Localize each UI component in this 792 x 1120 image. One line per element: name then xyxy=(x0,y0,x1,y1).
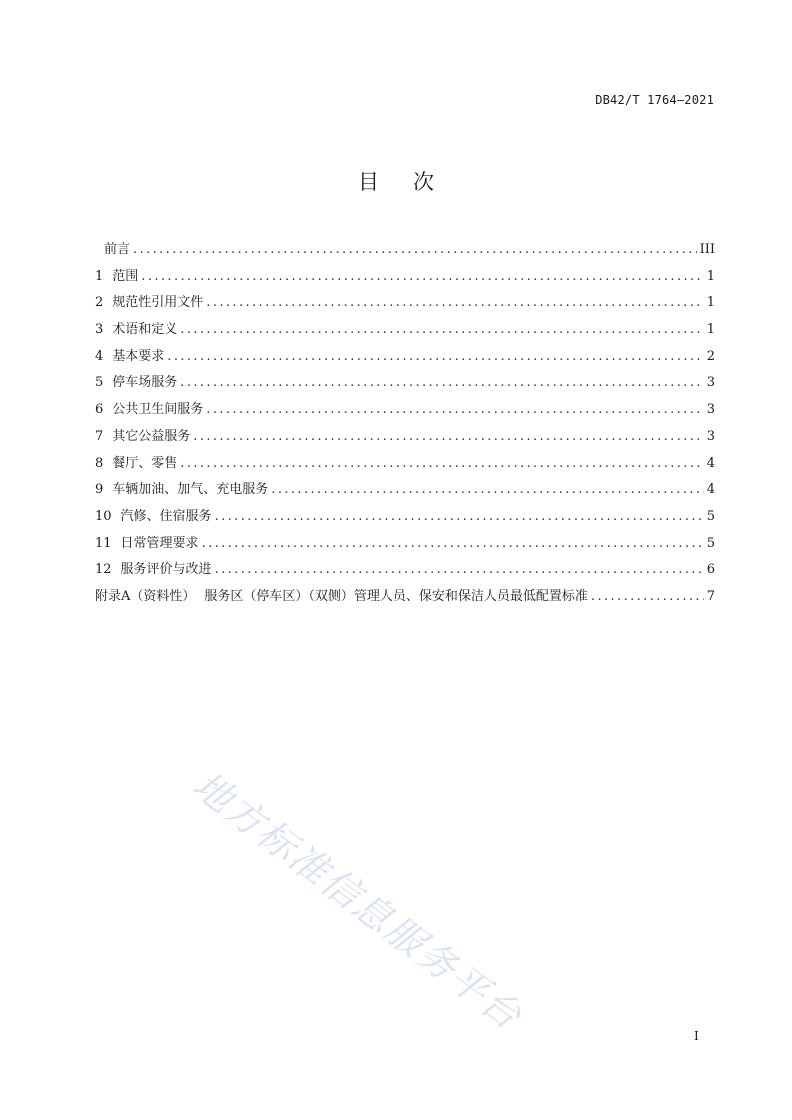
toc-entry-7[interactable] xyxy=(95,425,715,452)
toc-entry-number: 附录A（资料性） xyxy=(95,588,196,604)
toc-entry-page: 6 xyxy=(706,562,715,578)
toc-entry-2[interactable] xyxy=(95,291,715,318)
document-code: DB42/T 1764—2021 xyxy=(595,93,714,107)
toc-entry-page: 2 xyxy=(706,348,715,364)
toc-entry-number: 11 xyxy=(95,535,112,551)
toc-entry-label: 汽修、住宿服务 xyxy=(120,508,212,524)
toc-entry-10[interactable] xyxy=(95,505,715,532)
toc-entry-page: 1 xyxy=(706,322,715,338)
toc-entry-page: 5 xyxy=(706,508,715,524)
toc-entry-page: 4 xyxy=(706,455,715,471)
toc-leader-dots xyxy=(215,562,704,577)
toc-leader-dots xyxy=(206,402,703,417)
toc-leader-dots xyxy=(206,295,703,310)
page-title: 目次 xyxy=(358,170,468,194)
toc-entry-page: 3 xyxy=(706,428,715,444)
toc-leader-dots xyxy=(271,482,703,497)
toc-entry-11[interactable] xyxy=(95,532,715,559)
toc-entry-label: 基本要求 xyxy=(112,348,165,364)
toc-entry-label: 服务区（停车区）（双侧）管理人员、保安和保洁人员最低配置标准 xyxy=(204,588,588,604)
toc-entry-label: 范围 xyxy=(112,268,139,284)
toc-leader-dots xyxy=(167,349,703,364)
toc-leader-dots xyxy=(141,269,703,284)
toc-entry-page: 1 xyxy=(706,295,715,311)
toc-entry-number: 5 xyxy=(95,375,104,391)
table-of-contents xyxy=(95,238,715,612)
toc-entry-label: 其它公益服务 xyxy=(112,428,191,444)
toc-entry-number: 4 xyxy=(95,348,104,364)
toc-entry-label: 日常管理要求 xyxy=(120,535,199,551)
toc-entry-label: 公共卫生间服务 xyxy=(112,402,204,418)
toc-entry-12[interactable] xyxy=(95,558,715,585)
toc-entry-label: 车辆加油、加气、充电服务 xyxy=(112,482,269,498)
toc-entry-1[interactable] xyxy=(95,265,715,292)
toc-entry-page: 7 xyxy=(706,588,715,604)
toc-entry-number: 12 xyxy=(95,562,112,578)
toc-leader-dots xyxy=(180,322,703,337)
page-number: I xyxy=(694,1029,699,1043)
toc-entry-page: 5 xyxy=(706,535,715,551)
toc-entry-label: 餐厅、零售 xyxy=(112,455,178,471)
toc-leader-dots xyxy=(215,509,704,524)
toc-leader-dots xyxy=(591,589,704,604)
toc-entry-label: 前言 xyxy=(104,242,131,257)
toc-entry-label: 规范性引用文件 xyxy=(112,295,204,311)
toc-entry-number: 2 xyxy=(95,295,104,311)
toc-entry-6[interactable] xyxy=(95,398,715,425)
toc-entry-number: 9 xyxy=(95,482,104,498)
toc-entry-3[interactable] xyxy=(95,318,715,345)
toc-entry-4[interactable] xyxy=(95,345,715,372)
toc-entry-appendix-a[interactable] xyxy=(95,585,715,612)
toc-entry-page: 4 xyxy=(706,482,715,498)
toc-entry-8[interactable] xyxy=(95,452,715,479)
toc-leader-dots xyxy=(133,242,697,257)
toc-entry-number: 8 xyxy=(95,455,104,471)
toc-leader-dots xyxy=(193,429,703,444)
toc-entry-label: 术语和定义 xyxy=(112,322,178,338)
toc-entry-5[interactable] xyxy=(95,371,715,398)
toc-entry-number: 10 xyxy=(95,508,112,524)
toc-entry-foreword[interactable] xyxy=(95,238,715,265)
toc-entry-page: 3 xyxy=(706,402,715,418)
toc-entry-page: III xyxy=(699,242,715,257)
toc-entry-number: 7 xyxy=(95,428,104,444)
toc-entry-number: 6 xyxy=(95,402,104,418)
watermark: 地方标准信息服务平台 xyxy=(184,762,531,1039)
toc-entry-9[interactable] xyxy=(95,478,715,505)
toc-leader-dots xyxy=(202,536,704,551)
toc-leader-dots xyxy=(180,456,703,471)
toc-entry-number: 3 xyxy=(95,322,104,338)
toc-leader-dots xyxy=(180,375,703,390)
toc-entry-number: 1 xyxy=(95,268,104,284)
toc-entry-page: 3 xyxy=(706,375,715,391)
toc-entry-label: 停车场服务 xyxy=(112,375,178,391)
toc-entry-page: 1 xyxy=(706,268,715,284)
toc-entry-label: 服务评价与改进 xyxy=(120,562,212,578)
